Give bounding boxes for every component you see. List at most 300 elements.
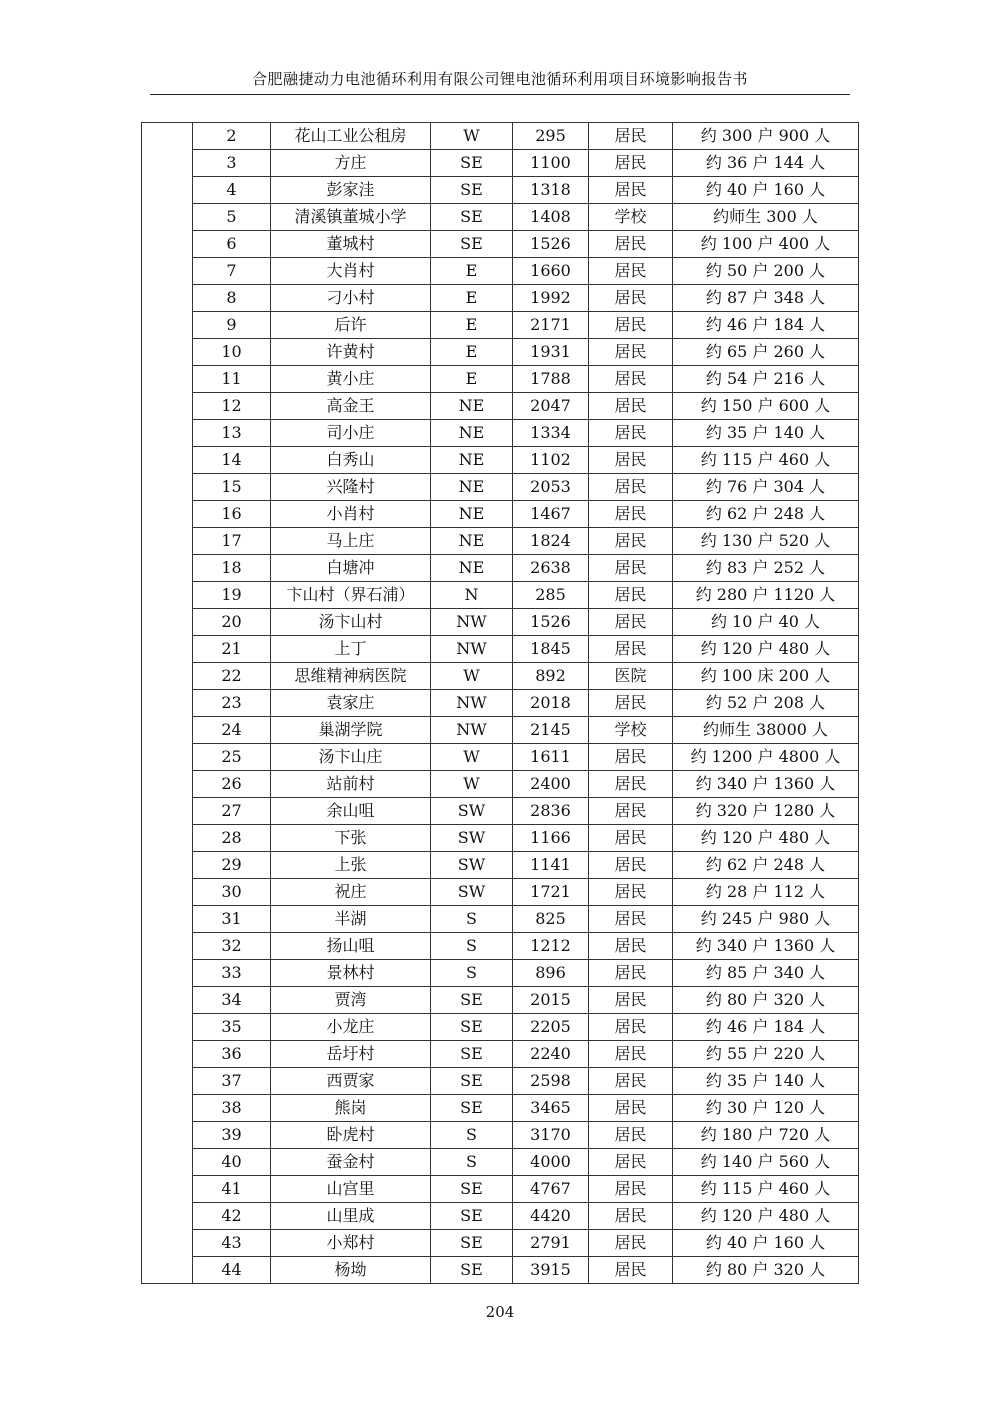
- distance-cell: 825: [513, 906, 589, 933]
- row-number-cell: 2: [193, 123, 271, 150]
- row-number-cell: 5: [193, 204, 271, 231]
- distance-cell: 1212: [513, 933, 589, 960]
- target-type-cell: 居民: [589, 528, 673, 555]
- sensitive-targets-table: [141, 122, 859, 1284]
- direction-cell: SE: [431, 1203, 513, 1230]
- table-row: [142, 312, 859, 339]
- scale-cell: 约 245 户 980 人: [673, 906, 859, 933]
- target-name-cell: 高金王: [271, 393, 431, 420]
- table-row: [142, 1095, 859, 1122]
- row-number-cell: 36: [193, 1041, 271, 1068]
- target-name-cell: 白秀山: [271, 447, 431, 474]
- scale-cell: 约 62 户 248 人: [673, 501, 859, 528]
- target-type-cell: 居民: [589, 231, 673, 258]
- scale-cell: 约 87 户 348 人: [673, 285, 859, 312]
- scale-cell: 约 40 户 160 人: [673, 1230, 859, 1257]
- distance-cell: 2638: [513, 555, 589, 582]
- row-number-cell: 27: [193, 798, 271, 825]
- direction-cell: S: [431, 906, 513, 933]
- target-name-cell: 西贾家: [271, 1068, 431, 1095]
- table-row: [142, 798, 859, 825]
- scale-cell: 约 35 户 140 人: [673, 1068, 859, 1095]
- direction-cell: W: [431, 123, 513, 150]
- scale-cell: 约 40 户 160 人: [673, 177, 859, 204]
- distance-cell: 1845: [513, 636, 589, 663]
- direction-cell: SE: [431, 1257, 513, 1284]
- scale-cell: 约 76 户 304 人: [673, 474, 859, 501]
- direction-cell: SE: [431, 1095, 513, 1122]
- table-row: [142, 933, 859, 960]
- distance-cell: 1526: [513, 609, 589, 636]
- distance-cell: 1931: [513, 339, 589, 366]
- row-number-cell: 31: [193, 906, 271, 933]
- scale-cell: 约 120 户 480 人: [673, 636, 859, 663]
- row-number-cell: 13: [193, 420, 271, 447]
- row-number-cell: 40: [193, 1149, 271, 1176]
- table-row: [142, 690, 859, 717]
- target-name-cell: 山宫里: [271, 1176, 431, 1203]
- direction-cell: NE: [431, 447, 513, 474]
- direction-cell: NE: [431, 528, 513, 555]
- scale-cell: 约 140 户 560 人: [673, 1149, 859, 1176]
- row-number-cell: 41: [193, 1176, 271, 1203]
- scale-cell: 约 46 户 184 人: [673, 312, 859, 339]
- distance-cell: 2598: [513, 1068, 589, 1095]
- direction-cell: NE: [431, 474, 513, 501]
- target-type-cell: 居民: [589, 879, 673, 906]
- scale-cell: 约 54 户 216 人: [673, 366, 859, 393]
- row-number-cell: 38: [193, 1095, 271, 1122]
- scale-cell: 约 340 户 1360 人: [673, 933, 859, 960]
- direction-cell: SE: [431, 150, 513, 177]
- target-name-cell: 方庄: [271, 150, 431, 177]
- target-name-cell: 扬山咀: [271, 933, 431, 960]
- distance-cell: 2400: [513, 771, 589, 798]
- table-row: [142, 204, 859, 231]
- target-type-cell: 居民: [589, 123, 673, 150]
- scale-cell: 约 36 户 144 人: [673, 150, 859, 177]
- scale-cell: 约 28 户 112 人: [673, 879, 859, 906]
- target-type-cell: 居民: [589, 771, 673, 798]
- target-name-cell: 许黄村: [271, 339, 431, 366]
- distance-cell: 2205: [513, 1014, 589, 1041]
- target-name-cell: 清溪镇董城小学: [271, 204, 431, 231]
- table-row: [142, 1068, 859, 1095]
- distance-cell: 3465: [513, 1095, 589, 1122]
- scale-cell: 约 130 户 520 人: [673, 528, 859, 555]
- target-type-cell: 居民: [589, 258, 673, 285]
- table-row: [142, 474, 859, 501]
- direction-cell: N: [431, 582, 513, 609]
- row-number-cell: 42: [193, 1203, 271, 1230]
- row-number-cell: 22: [193, 663, 271, 690]
- direction-cell: NE: [431, 393, 513, 420]
- scale-cell: 约 300 户 900 人: [673, 123, 859, 150]
- direction-cell: SE: [431, 1041, 513, 1068]
- scale-cell: 约 115 户 460 人: [673, 1176, 859, 1203]
- target-name-cell: 余山咀: [271, 798, 431, 825]
- target-type-cell: 居民: [589, 366, 673, 393]
- row-number-cell: 32: [193, 933, 271, 960]
- target-type-cell: 居民: [589, 312, 673, 339]
- table-row: [142, 1122, 859, 1149]
- direction-cell: E: [431, 285, 513, 312]
- target-name-cell: 景林村: [271, 960, 431, 987]
- direction-cell: SE: [431, 204, 513, 231]
- target-name-cell: 刁小村: [271, 285, 431, 312]
- distance-cell: 1992: [513, 285, 589, 312]
- table-row: [142, 879, 859, 906]
- row-number-cell: 14: [193, 447, 271, 474]
- table-row: [142, 1203, 859, 1230]
- scale-cell: 约 52 户 208 人: [673, 690, 859, 717]
- table-row: [142, 582, 859, 609]
- target-type-cell: 居民: [589, 1149, 673, 1176]
- direction-cell: SW: [431, 798, 513, 825]
- distance-cell: 1408: [513, 204, 589, 231]
- scale-cell: 约 120 户 480 人: [673, 1203, 859, 1230]
- distance-cell: 4000: [513, 1149, 589, 1176]
- target-type-cell: 居民: [589, 1203, 673, 1230]
- table-row: [142, 231, 859, 258]
- row-number-cell: 24: [193, 717, 271, 744]
- target-name-cell: 董城村: [271, 231, 431, 258]
- direction-cell: SW: [431, 825, 513, 852]
- direction-cell: E: [431, 366, 513, 393]
- target-name-cell: 祝庄: [271, 879, 431, 906]
- target-type-cell: 居民: [589, 825, 673, 852]
- target-name-cell: 贾湾: [271, 987, 431, 1014]
- scale-cell: 约 150 户 600 人: [673, 393, 859, 420]
- scale-cell: 约 80 户 320 人: [673, 987, 859, 1014]
- target-name-cell: 黄小庄: [271, 366, 431, 393]
- direction-cell: NE: [431, 555, 513, 582]
- row-number-cell: 11: [193, 366, 271, 393]
- distance-cell: 1788: [513, 366, 589, 393]
- distance-cell: 3170: [513, 1122, 589, 1149]
- target-name-cell: 白塘冲: [271, 555, 431, 582]
- scale-cell: 约 1200 户 4800 人: [673, 744, 859, 771]
- target-type-cell: 居民: [589, 1041, 673, 1068]
- distance-cell: 2240: [513, 1041, 589, 1068]
- merged-category-cell: [142, 123, 193, 1284]
- target-type-cell: 居民: [589, 1176, 673, 1203]
- scale-cell: 约 65 户 260 人: [673, 339, 859, 366]
- target-type-cell: 学校: [589, 717, 673, 744]
- scale-cell: 约 80 户 320 人: [673, 1257, 859, 1284]
- distance-cell: 892: [513, 663, 589, 690]
- row-number-cell: 4: [193, 177, 271, 204]
- target-type-cell: 居民: [589, 987, 673, 1014]
- target-type-cell: 居民: [589, 555, 673, 582]
- target-type-cell: 居民: [589, 690, 673, 717]
- table-row: [142, 1041, 859, 1068]
- target-name-cell: 花山工业公租房: [271, 123, 431, 150]
- distance-cell: 1318: [513, 177, 589, 204]
- target-type-cell: 医院: [589, 663, 673, 690]
- target-type-cell: 居民: [589, 1230, 673, 1257]
- table-row: [142, 150, 859, 177]
- scale-cell: 约 50 户 200 人: [673, 258, 859, 285]
- row-number-cell: 9: [193, 312, 271, 339]
- target-name-cell: 小肖村: [271, 501, 431, 528]
- distance-cell: 2018: [513, 690, 589, 717]
- direction-cell: SE: [431, 1176, 513, 1203]
- table-row: [142, 393, 859, 420]
- table-body: [142, 123, 859, 1284]
- distance-cell: 2171: [513, 312, 589, 339]
- row-number-cell: 33: [193, 960, 271, 987]
- row-number-cell: 19: [193, 582, 271, 609]
- table-row: [142, 987, 859, 1014]
- direction-cell: NW: [431, 609, 513, 636]
- table-row: [142, 339, 859, 366]
- target-type-cell: 居民: [589, 1014, 673, 1041]
- direction-cell: W: [431, 663, 513, 690]
- distance-cell: 1100: [513, 150, 589, 177]
- table-row: [142, 366, 859, 393]
- distance-cell: 2053: [513, 474, 589, 501]
- distance-cell: 2015: [513, 987, 589, 1014]
- header-rule: [150, 94, 850, 95]
- row-number-cell: 28: [193, 825, 271, 852]
- scale-cell: 约师生 38000 人: [673, 717, 859, 744]
- target-type-cell: 居民: [589, 1095, 673, 1122]
- target-name-cell: 熊岗: [271, 1095, 431, 1122]
- distance-cell: 1141: [513, 852, 589, 879]
- table-row: [142, 825, 859, 852]
- direction-cell: SE: [431, 987, 513, 1014]
- scale-cell: 约 120 户 480 人: [673, 825, 859, 852]
- scale-cell: 约 10 户 40 人: [673, 609, 859, 636]
- target-name-cell: 蚕金村: [271, 1149, 431, 1176]
- target-name-cell: 山里成: [271, 1203, 431, 1230]
- direction-cell: NW: [431, 636, 513, 663]
- target-name-cell: 杨坳: [271, 1257, 431, 1284]
- table-row: [142, 906, 859, 933]
- table-row: [142, 528, 859, 555]
- table-row: [142, 501, 859, 528]
- target-name-cell: 半湖: [271, 906, 431, 933]
- target-name-cell: 上张: [271, 852, 431, 879]
- direction-cell: SE: [431, 1014, 513, 1041]
- direction-cell: NE: [431, 420, 513, 447]
- direction-cell: E: [431, 258, 513, 285]
- table-row: [142, 258, 859, 285]
- target-name-cell: 后许: [271, 312, 431, 339]
- direction-cell: SE: [431, 1230, 513, 1257]
- distance-cell: 295: [513, 123, 589, 150]
- table-row: [142, 960, 859, 987]
- target-type-cell: 居民: [589, 447, 673, 474]
- target-name-cell: 卞山村（界石浦）: [271, 582, 431, 609]
- table-row: [142, 555, 859, 582]
- target-type-cell: 居民: [589, 744, 673, 771]
- direction-cell: SW: [431, 879, 513, 906]
- target-type-cell: 居民: [589, 501, 673, 528]
- direction-cell: E: [431, 312, 513, 339]
- scale-cell: 约 100 户 400 人: [673, 231, 859, 258]
- table-row: [142, 717, 859, 744]
- direction-cell: S: [431, 1122, 513, 1149]
- row-number-cell: 17: [193, 528, 271, 555]
- direction-cell: SE: [431, 1068, 513, 1095]
- scale-cell: 约 30 户 120 人: [673, 1095, 859, 1122]
- table-row: [142, 636, 859, 663]
- target-type-cell: 居民: [589, 420, 673, 447]
- row-number-cell: 35: [193, 1014, 271, 1041]
- scale-cell: 约 62 户 248 人: [673, 852, 859, 879]
- direction-cell: E: [431, 339, 513, 366]
- table-row: [142, 663, 859, 690]
- target-name-cell: 上丁: [271, 636, 431, 663]
- table-row: [142, 744, 859, 771]
- distance-cell: 285: [513, 582, 589, 609]
- table-row: [142, 447, 859, 474]
- document-header: 合肥融捷动力电池循环利用有限公司锂电池循环利用项目环境影响报告书: [251, 70, 748, 88]
- target-type-cell: 居民: [589, 582, 673, 609]
- row-number-cell: 34: [193, 987, 271, 1014]
- row-number-cell: 29: [193, 852, 271, 879]
- target-name-cell: 下张: [271, 825, 431, 852]
- direction-cell: S: [431, 1149, 513, 1176]
- target-name-cell: 大肖村: [271, 258, 431, 285]
- row-number-cell: 25: [193, 744, 271, 771]
- table-row: [142, 852, 859, 879]
- target-name-cell: 卧虎村: [271, 1122, 431, 1149]
- row-number-cell: 26: [193, 771, 271, 798]
- target-type-cell: 居民: [589, 150, 673, 177]
- distance-cell: 896: [513, 960, 589, 987]
- target-type-cell: 居民: [589, 339, 673, 366]
- distance-cell: 1467: [513, 501, 589, 528]
- row-number-cell: 43: [193, 1230, 271, 1257]
- target-type-cell: 居民: [589, 177, 673, 204]
- table-row: [142, 609, 859, 636]
- row-number-cell: 18: [193, 555, 271, 582]
- target-type-cell: 居民: [589, 393, 673, 420]
- scale-cell: 约 280 户 1120 人: [673, 582, 859, 609]
- distance-cell: 1334: [513, 420, 589, 447]
- scale-cell: 约 46 户 184 人: [673, 1014, 859, 1041]
- distance-cell: 2791: [513, 1230, 589, 1257]
- direction-cell: W: [431, 771, 513, 798]
- distance-cell: 4767: [513, 1176, 589, 1203]
- target-name-cell: 司小庄: [271, 420, 431, 447]
- page-number: 204: [485, 1303, 515, 1321]
- scale-cell: 约 320 户 1280 人: [673, 798, 859, 825]
- row-number-cell: 37: [193, 1068, 271, 1095]
- row-number-cell: 44: [193, 1257, 271, 1284]
- target-name-cell: 巢湖学院: [271, 717, 431, 744]
- scale-cell: 约 340 户 1360 人: [673, 771, 859, 798]
- row-number-cell: 23: [193, 690, 271, 717]
- table-row: [142, 1257, 859, 1284]
- target-name-cell: 站前村: [271, 771, 431, 798]
- scale-cell: 约 180 户 720 人: [673, 1122, 859, 1149]
- distance-cell: 1526: [513, 231, 589, 258]
- target-type-cell: 居民: [589, 1122, 673, 1149]
- target-type-cell: 居民: [589, 285, 673, 312]
- row-number-cell: 39: [193, 1122, 271, 1149]
- direction-cell: S: [431, 960, 513, 987]
- row-number-cell: 3: [193, 150, 271, 177]
- distance-cell: 1721: [513, 879, 589, 906]
- table-row: [142, 285, 859, 312]
- distance-cell: 2836: [513, 798, 589, 825]
- target-type-cell: 居民: [589, 636, 673, 663]
- table-row: [142, 771, 859, 798]
- direction-cell: NW: [431, 690, 513, 717]
- distance-cell: 4420: [513, 1203, 589, 1230]
- row-number-cell: 12: [193, 393, 271, 420]
- distance-cell: 1166: [513, 825, 589, 852]
- direction-cell: SE: [431, 177, 513, 204]
- scale-cell: 约师生 300 人: [673, 204, 859, 231]
- target-type-cell: 居民: [589, 798, 673, 825]
- row-number-cell: 30: [193, 879, 271, 906]
- table-row: [142, 1230, 859, 1257]
- target-name-cell: 小龙庄: [271, 1014, 431, 1041]
- row-number-cell: 20: [193, 609, 271, 636]
- target-name-cell: 彭家洼: [271, 177, 431, 204]
- distance-cell: 1660: [513, 258, 589, 285]
- row-number-cell: 8: [193, 285, 271, 312]
- scale-cell: 约 35 户 140 人: [673, 420, 859, 447]
- distance-cell: 3915: [513, 1257, 589, 1284]
- target-type-cell: 居民: [589, 960, 673, 987]
- direction-cell: W: [431, 744, 513, 771]
- table-row: [142, 177, 859, 204]
- target-name-cell: 袁家庄: [271, 690, 431, 717]
- direction-cell: NW: [431, 717, 513, 744]
- table-row: [142, 420, 859, 447]
- scale-cell: 约 115 户 460 人: [673, 447, 859, 474]
- target-type-cell: 居民: [589, 1068, 673, 1095]
- scale-cell: 约 85 户 340 人: [673, 960, 859, 987]
- target-type-cell: 居民: [589, 609, 673, 636]
- row-number-cell: 15: [193, 474, 271, 501]
- row-number-cell: 10: [193, 339, 271, 366]
- distance-cell: 2047: [513, 393, 589, 420]
- target-type-cell: 居民: [589, 933, 673, 960]
- target-name-cell: 小郑村: [271, 1230, 431, 1257]
- target-type-cell: 居民: [589, 906, 673, 933]
- target-name-cell: 思维精神病医院: [271, 663, 431, 690]
- target-name-cell: 汤卞山庄: [271, 744, 431, 771]
- row-number-cell: 6: [193, 231, 271, 258]
- scale-cell: 约 55 户 220 人: [673, 1041, 859, 1068]
- distance-cell: 2145: [513, 717, 589, 744]
- row-number-cell: 16: [193, 501, 271, 528]
- scale-cell: 约 100 床 200 人: [673, 663, 859, 690]
- target-type-cell: 学校: [589, 204, 673, 231]
- table-row: [142, 1149, 859, 1176]
- row-number-cell: 7: [193, 258, 271, 285]
- scale-cell: 约 83 户 252 人: [673, 555, 859, 582]
- table-row: [142, 123, 859, 150]
- direction-cell: NE: [431, 501, 513, 528]
- target-name-cell: 兴隆村: [271, 474, 431, 501]
- distance-cell: 1611: [513, 744, 589, 771]
- direction-cell: S: [431, 933, 513, 960]
- direction-cell: SE: [431, 231, 513, 258]
- target-name-cell: 岳圩村: [271, 1041, 431, 1068]
- distance-cell: 1824: [513, 528, 589, 555]
- target-name-cell: 马上庄: [271, 528, 431, 555]
- row-number-cell: 21: [193, 636, 271, 663]
- target-type-cell: 居民: [589, 852, 673, 879]
